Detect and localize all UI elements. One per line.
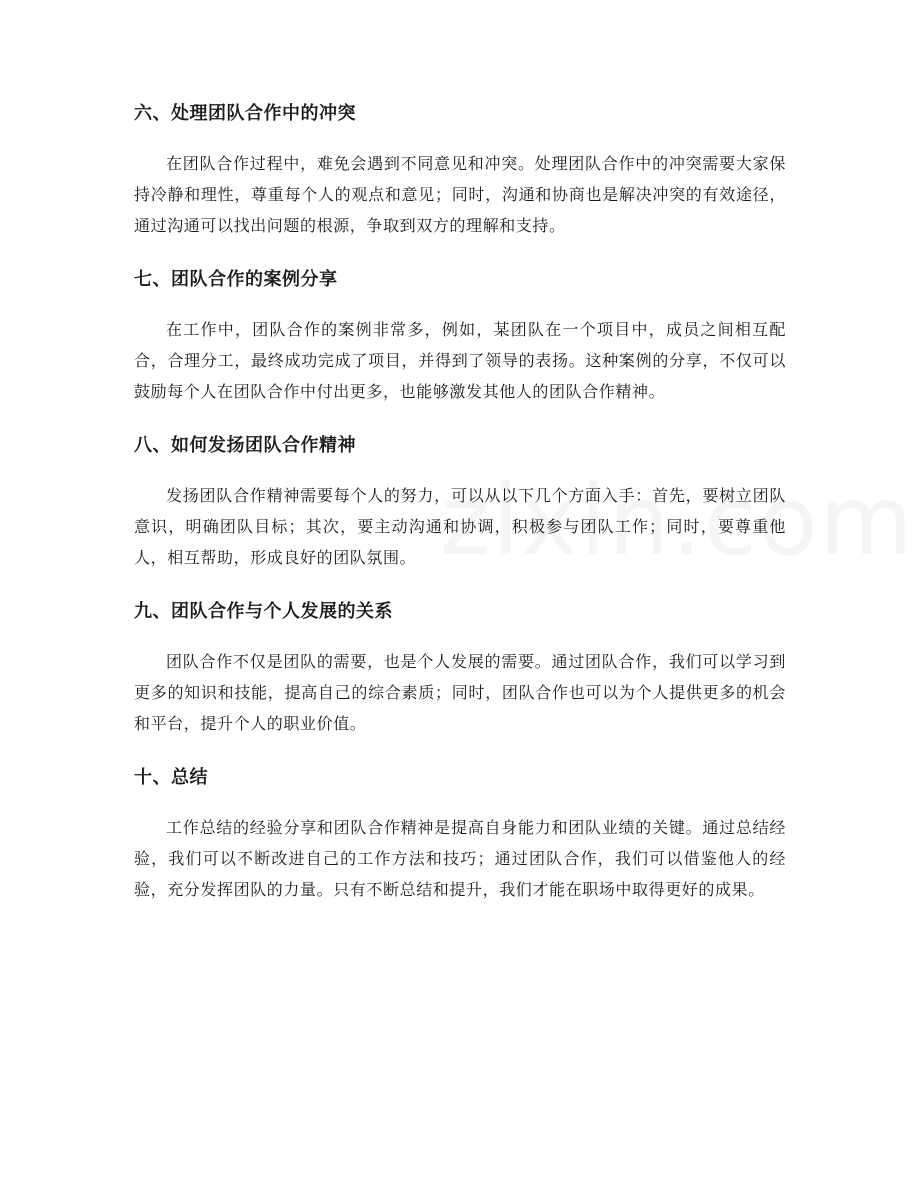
section-heading: 十、总结 (134, 767, 208, 788)
section-heading: 八、如何发扬团队合作精神 (134, 435, 356, 456)
section-conflict (134, 100, 786, 241)
section-promote-spirit (134, 432, 786, 573)
section-paragraph: 在工作中，团队合作的案例非常多，例如，某团队在一个项目中，成员之间相互配合，合理分工，最终成功完成了项目，并得到了领导的表扬。这种案例的分享，不仅可以鼓励每个人在团队合作中付出更多，也能够激发其他人的团队合作精神。 (134, 320, 786, 401)
section-heading: 七、团队合作的案例分享 (134, 269, 338, 290)
section-heading: 六、处理团队合作中的冲突 (134, 103, 356, 124)
section-summary (134, 764, 786, 905)
section-paragraph: 发扬团队合作精神需要每个人的努力，可以从以下几个方面入手：首先，要树立团队意识，明确团队目标；其次，要主动沟通和协调，积极参与团队工作；同时，要尊重他人，相互帮助，形成良好的团队氛围。 (134, 486, 786, 567)
document-body (134, 100, 786, 930)
section-personal-development (134, 598, 786, 739)
section-paragraph: 在团队合作过程中，难免会遇到不同意见和冲突。处理团队合作中的冲突需要大家保持冷静和理性，尊重每个人的观点和意见；同时，沟通和协商也是解决冲突的有效途径，通过沟通可以找出问题的根源，争取到双方的理解和支持。 (134, 154, 786, 235)
section-paragraph: 团队合作不仅是团队的需要，也是个人发展的需要。通过团队合作，我们可以学习到更多的知识和技能，提高自己的综合素质；同时，团队合作也可以为个人提供更多的机会和平台，提升个人的职业价值。 (134, 652, 786, 733)
section-heading: 九、团队合作与个人发展的关系 (134, 601, 393, 622)
section-paragraph: 工作总结的经验分享和团队合作精神是提高自身能力和团队业绩的关键。通过总结经验，我们可以不断改进自己的工作方法和技巧；通过团队合作，我们可以借鉴他人的经验，充分发挥团队的力量。只有不断总结和提升，我们才能在职场中取得更好的成果。 (134, 818, 786, 899)
section-case-sharing (134, 266, 786, 407)
